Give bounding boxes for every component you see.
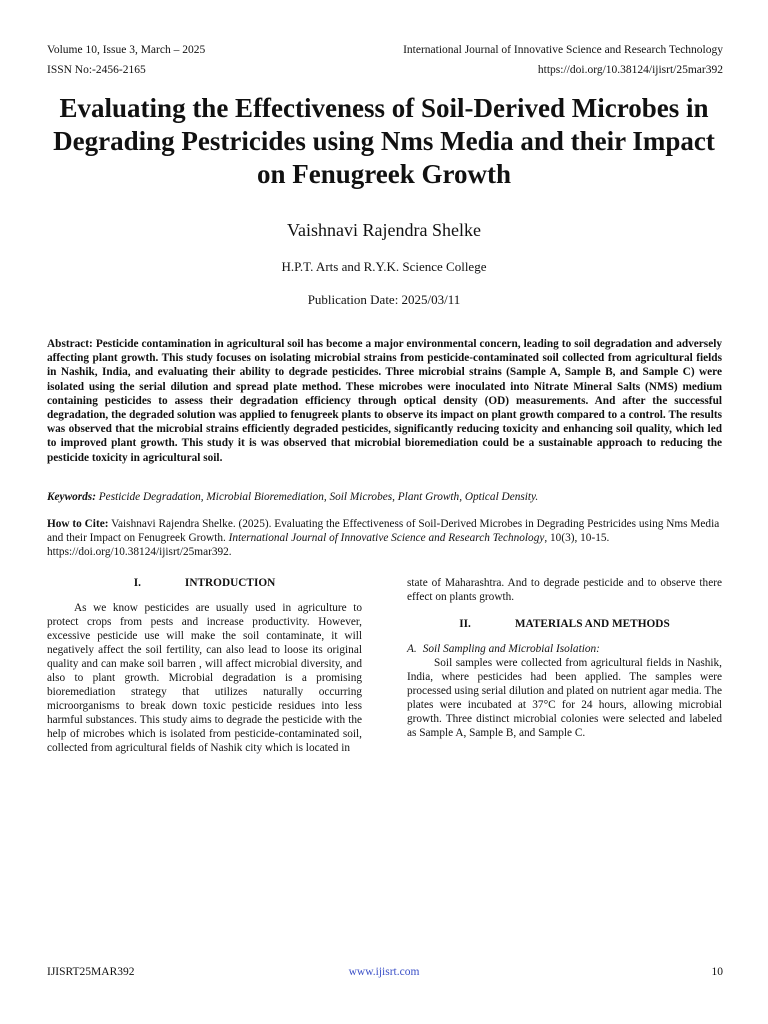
left-column — [47, 576, 362, 755]
page-number: 10 — [711, 966, 723, 978]
author-name: Vaishnavi Rajendra Shelke — [287, 220, 481, 240]
how-to-cite-label: How to Cite: — [47, 518, 109, 530]
abstract-text: Pesticide contamination in agricultural soil has become a major environmental concern, leading to soil degradation and adversely affecting plant growth. This study focuses on isolating microbial strains from pesticide-contaminated soil collected from agricultural fields in Nashik, India, and evaluating their ability to degrade pesticides. Three microbial strains (Sample A, Sample B, and Sample C) were isolated using the serial dilution and spread plate method. These microbes were inoculated into Nitrate Mineral Salts (NMS) medium containing pesticides to assess their degradation efficiency through optical density (OD) measurements. And after the successful degradation, the degraded solution was applied to fenugreek plants to observe its impact on plant growth compared to a control. The results was observed that the microbial strains efficiently degraded pesticides, significantly reducing toxicity and enhancing soil quality, which led to improved plant growth. This study it is was observed that microbial bioremediation could be a sustainable approach to reducing the pesticide toxicity in agricultural soil. — [47, 338, 722, 464]
citation-journal: International Journal of Innovative Science and Research Technology — [228, 532, 545, 544]
section-number: II. — [459, 618, 471, 630]
section-title: INTRODUCTION — [184, 577, 276, 589]
paper-title: Evaluating the Effectiveness of Soil-Derived Microbes in Degrading Pestricides using Nms Media and their Impact on Fenugreek Growth — [53, 93, 715, 189]
section-number: I. — [133, 577, 141, 589]
footer-paper-code: IJISRT25MAR392 — [47, 966, 135, 978]
publication-date: Publication Date: 2025/03/11 — [307, 292, 461, 307]
section-title: MATERIALS AND METHODS — [514, 618, 670, 630]
introduction-paragraph: As we know pesticides are usually used in agriculture to protect crops from pests and increase productivity. However, excessive pesticide use will make the soil contaminate, it will negatively affect the soil fertility, can also lead to loose its original quality and can make soil barren , will affect microbial diversity, and also to plant growth. Microbial degradation is a promising bioremediation strategy that utilizes naturally occurring microorganisms to break down toxic pesticide residues into less harmful substances. This study aims to degrade the pesticide with the help of microbes which is isolated from pesticide-contaminated soil, collected from agricultural fields of Nashik city which is located in — [47, 602, 362, 754]
right-column — [407, 576, 722, 740]
citation-text: Vaishnavi Rajendra Shelke. (2025). Evaluating the Effectiveness of Soil-Derived Microbes in Degrading Pestricides using Nms Media and their Impact on Fenugreek Growth. — [47, 518, 720, 544]
keywords — [47, 490, 722, 504]
header-issn: ISSN No:-2456-2165 — [47, 64, 146, 76]
header-doi: https://doi.org/10.38124/ijisrt/25mar392 — [537, 64, 723, 76]
soil-sampling-paragraph: Soil samples were collected from agricultural fields in Nashik, India, where pesticides had been applied. The samples were processed using serial dilution and plated on nutrient agar media. The plates were incubated at 37°C for 24 hours, allowing microbial growth. Three distinct microbial colonies were selected and labeled as Sample A, Sample B, and Sample C. — [407, 657, 722, 739]
keywords-label: Keywords: — [47, 491, 96, 503]
abstract — [47, 337, 722, 465]
footer-website-link[interactable]: www.ijisrt.com — [348, 966, 420, 978]
header-volume: Volume 10, Issue 3, March – 2025 — [47, 44, 206, 56]
section-heading-materials-methods — [407, 617, 722, 631]
introduction-continuation: state of Maharashtra. And to degrade pesticide and to observe there effect on plants growth. — [407, 577, 722, 603]
how-to-cite — [47, 517, 722, 559]
citation-details: , 10(3), 10-15. https://doi.org/10.38124/ijisrt/25mar392. — [47, 532, 610, 558]
author-affiliation: H.P.T. Arts and R.Y.K. Science College — [281, 259, 487, 274]
header-journal-name: International Journal of Innovative Science and Research Technology — [403, 44, 723, 56]
subsection-letter: A. — [407, 643, 417, 655]
section-heading-introduction — [47, 576, 362, 590]
keywords-text: Pesticide Degradation, Microbial Bioremediation, Soil Microbes, Plant Growth, Optical Density. — [98, 491, 539, 503]
subsection-title: Soil Sampling and Microbial Isolation: — [422, 643, 600, 655]
abstract-label: Abstract: — [47, 338, 93, 350]
subsection-heading — [407, 642, 722, 656]
